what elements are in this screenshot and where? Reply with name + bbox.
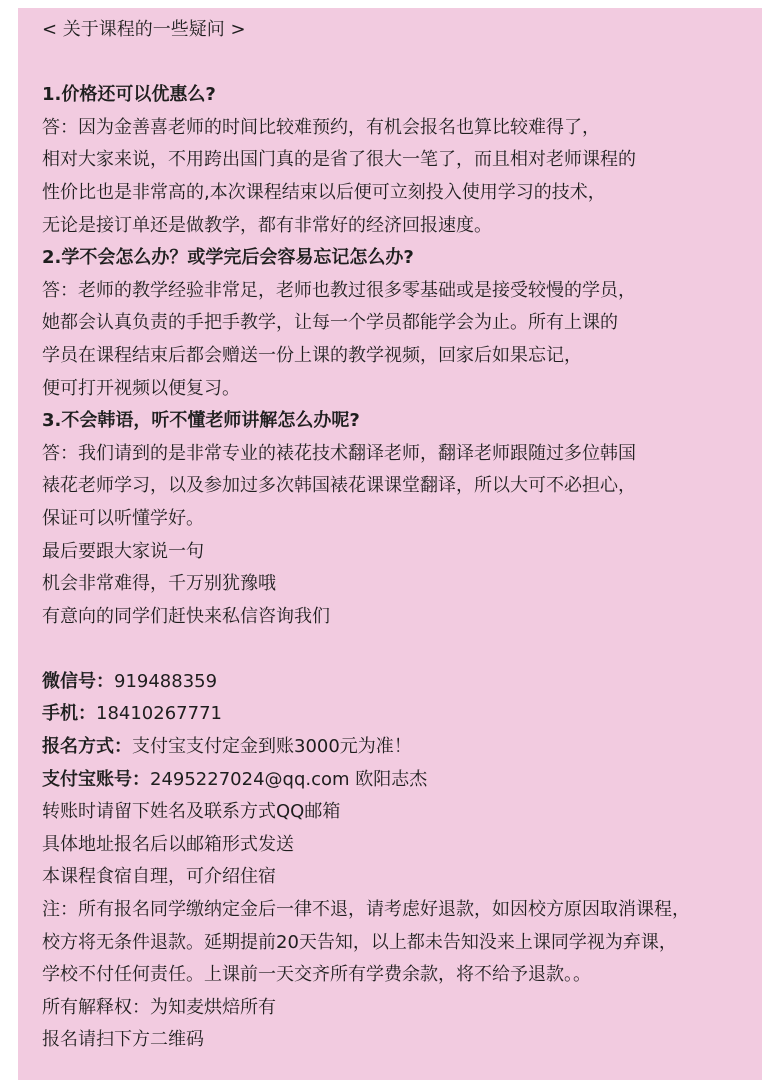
- faq-answer-2-line-3: 学员在课程结束后都会赠送一份上课的教学视频，回家后如果忘记，: [42, 344, 582, 366]
- alipay-value: 2495227024@qq.com 欧阳志杰: [150, 768, 428, 790]
- note-line-5: 校方将无条件退款。延期提前20天告知，以上都未告知没来上课同学视为弃课，: [42, 931, 677, 953]
- faq-answer-1-line-3: 性价比也是非常高的,本次课程结束以后便可立刻投入使用学习的技术，: [42, 181, 606, 203]
- wechat-label: 微信号：: [42, 670, 114, 692]
- faq-answer-2-line-2: 她都会认真负责的手把手教学，让每一个学员都能学会为止。所有上课的: [42, 312, 618, 334]
- closing-line-3: 有意向的同学们赶快来私信咨询我们: [42, 605, 330, 627]
- faq-answer-1-line-1: 答：因为金善喜老师的时间比较难预约，有机会报名也算比较难得了，: [42, 116, 600, 138]
- document-content: [42, 14, 756, 1057]
- phone-row: [42, 698, 756, 731]
- signup-label: 报名方式：: [42, 736, 132, 758]
- faq-question-3: 3.不会韩语，听不懂老师讲解怎么办呢?: [42, 410, 360, 432]
- faq-answer-2-line-4: 便可打开视频以便复习。: [42, 377, 240, 399]
- alipay-label: 支付宝账号：: [42, 768, 150, 790]
- closing-line-1: 最后要跟大家说一句: [42, 540, 204, 562]
- note-line-8: 报名请扫下方二维码: [42, 1029, 204, 1051]
- note-line-1: 转账时请留下姓名及联系方式QQ邮箱: [42, 801, 341, 823]
- spacer: [42, 47, 756, 80]
- note-line-2: 具体地址报名后以邮箱形式发送: [42, 833, 294, 855]
- section-header: < 关于课程的一些疑问 >: [42, 19, 246, 40]
- note-line-7: 所有解释权：为知麦烘焙所有: [42, 996, 276, 1018]
- note-line-4: 注：所有报名同学缴纳定金后一律不退，请考虑好退款，如因校方原因取消课程，: [42, 899, 690, 921]
- faq-answer-2-line-1: 答：老师的教学经验非常足，老师也教过很多零基础或是接受较慢的学员，: [42, 279, 636, 301]
- faq-answer-3-line-3: 保证可以听懂学好。: [42, 507, 204, 529]
- faq-answer-3-line-2: 裱花老师学习，以及参加过多次韩国裱花课课堂翻译，所以大可不必担心，: [42, 475, 636, 497]
- signup-value: 支付宝支付定金到账3000元为准！: [132, 736, 412, 758]
- note-line-6: 学校不付任何责任。上课前一天交齐所有学费余款，将不给予退款。。: [42, 964, 591, 986]
- wechat-value: 919488359: [114, 670, 218, 692]
- phone-label: 手机：: [42, 703, 96, 725]
- alipay-row: [42, 764, 756, 797]
- document-page: [18, 8, 762, 1080]
- phone-value: 18410267771: [96, 703, 222, 725]
- wechat-row: [42, 666, 756, 699]
- signup-row: [42, 731, 756, 764]
- note-line-3: 本课程食宿自理，可介绍住宿: [42, 866, 276, 888]
- faq-answer-1-line-4: 无论是接订单还是做教学，都有非常好的经济回报速度。: [42, 214, 492, 236]
- faq-answer-3-line-1: 答：我们请到的是非常专业的裱花技术翻译老师，翻译老师跟随过多位韩国: [42, 442, 636, 464]
- faq-question-1: 1.价格还可以优惠么?: [42, 84, 216, 106]
- faq-question-2: 2.学不会怎么办？或学完后会容易忘记怎么办?: [42, 247, 414, 269]
- closing-line-2: 机会非常难得，千万别犹豫哦: [42, 573, 276, 595]
- faq-answer-1-line-2: 相对大家来说，不用跨出国门真的是省了很大一笔了，而且相对老师课程的: [42, 149, 636, 171]
- spacer: [42, 633, 756, 666]
